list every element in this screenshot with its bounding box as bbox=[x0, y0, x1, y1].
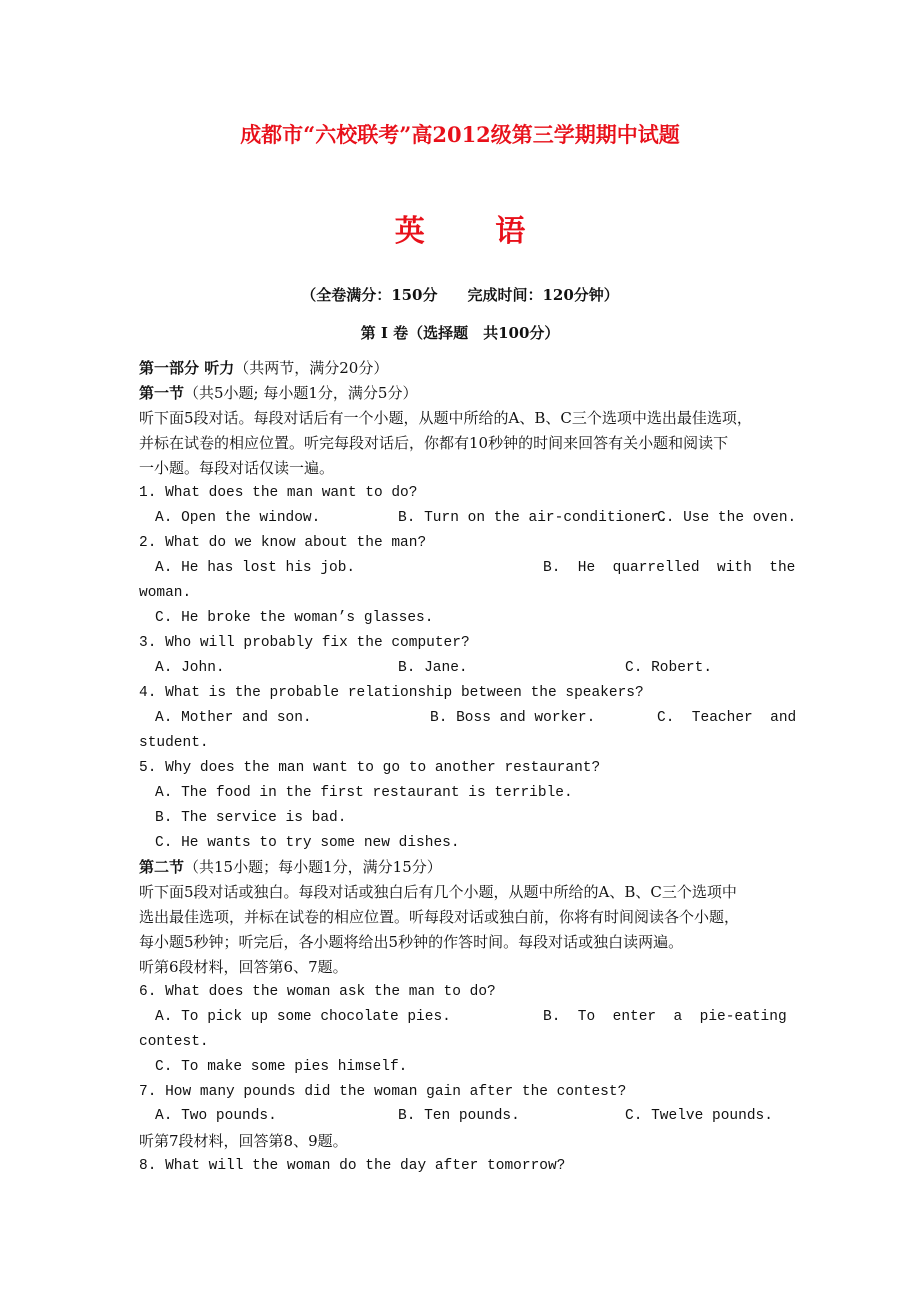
question-2-stem: 2. What do we know about the man? bbox=[139, 535, 427, 551]
question-5-option-a: A. The food in the first restaurant is terrible. bbox=[155, 785, 573, 801]
question-2-option-c: C. He broke the woman’s glasses. bbox=[155, 610, 434, 626]
question-7-option-a: A. Two pounds. bbox=[155, 1108, 277, 1124]
question-3-option-b: B. Jane. bbox=[398, 660, 468, 676]
section2-instruction: 听下面5段对话或独白。每段对话或独白后有几个小题，从题中所给的A、B、C三个选项中 bbox=[139, 883, 737, 901]
question-1-option-a: A. Open the window. bbox=[155, 510, 321, 526]
material-7-heading: 听第7段材料，回答第8、9题。 bbox=[139, 1132, 348, 1150]
subject-title: 英 语 bbox=[394, 214, 556, 249]
question-3-option-a: A. John. bbox=[155, 660, 225, 676]
question-5-stem: 5. Why does the man want to go to another restaurant? bbox=[139, 760, 601, 776]
question-6-option-c: C. To make some pies himself. bbox=[155, 1059, 408, 1075]
section2-heading-detail: （共15小题；每小题1分，满分15分） bbox=[184, 858, 442, 876]
question-1-stem: 1. What does the man want to do? bbox=[139, 485, 418, 501]
question-6-option-a: A. To pick up some chocolate pies. bbox=[155, 1009, 451, 1025]
question-4-stem: 4. What is the probable relationship between the speakers? bbox=[139, 685, 644, 701]
question-1-option-b: B. Turn on the air-conditioner. bbox=[398, 510, 668, 526]
question-7-stem: 7. How many pounds did the woman gain after the contest? bbox=[139, 1084, 627, 1100]
question-4-option-c: C. Teacher and bbox=[657, 710, 797, 726]
material-6-heading: 听第6段材料，回答第6、7题。 bbox=[139, 958, 348, 976]
question-5-option-c: C. He wants to try some new dishes. bbox=[155, 835, 460, 851]
question-4-option-a: A. Mother and son. bbox=[155, 710, 312, 726]
section1-instruction: 并标在试卷的相应位置。听完每段对话后，你都有10秒钟的时间来回答有关小题和阅读下 bbox=[139, 434, 729, 452]
question-8-stem: 8. What will the woman do the day after tomorrow? bbox=[139, 1158, 566, 1174]
score-info: （全卷满分：150分 完成时间：120分钟） bbox=[301, 286, 619, 304]
exam-title: 成都市“六校联考”高2012级第三学期期中试题 bbox=[240, 122, 680, 147]
section2-instruction: 每小题5秒钟；听完后，各小题将给出5秒钟的作答时间。每段对话或独白读两遍。 bbox=[139, 933, 684, 951]
question-6-option-b: B. To enter a pie-eating bbox=[543, 1009, 787, 1025]
section1-instruction: 一小题。每段对话仅读一遍。 bbox=[139, 459, 335, 477]
volume-heading: 第 Ⅰ 卷（选择题 共100分） bbox=[360, 324, 560, 342]
part1-heading-label: 第一部分 听力 bbox=[139, 359, 235, 377]
part1-heading bbox=[139, 358, 388, 378]
question-1-option-c: C. Use the oven. bbox=[657, 510, 797, 526]
section2-heading bbox=[139, 857, 442, 877]
section2-heading-label: 第二节 bbox=[139, 858, 185, 876]
question-7-option-c: C. Twelve pounds. bbox=[625, 1108, 773, 1124]
question-4-option-c-continued: student. bbox=[139, 735, 209, 751]
section1-heading-label: 第一节 bbox=[139, 384, 185, 402]
question-2-option-b: B. He quarrelled with the bbox=[543, 560, 796, 576]
section1-heading bbox=[139, 383, 417, 403]
question-7-option-b: B. Ten pounds. bbox=[398, 1108, 520, 1124]
question-2-option-a: A. He has lost his job. bbox=[155, 560, 356, 576]
question-6-stem: 6. What does the woman ask the man to do? bbox=[139, 984, 496, 1000]
question-5-option-b: B. The service is bad. bbox=[155, 810, 347, 826]
section1-instruction: 听下面5段对话。每段对话后有一个小题，从题中所给的A、B、C三个选项中选出最佳选项， bbox=[139, 409, 752, 427]
section2-instruction: 选出最佳选项，并标在试卷的相应位置。听每段对话或独白前，你将有时间阅读各个小题， bbox=[139, 908, 740, 926]
question-4-option-b: B. Boss and worker. bbox=[430, 710, 596, 726]
question-3-option-c: C. Robert. bbox=[625, 660, 713, 676]
question-2-option-b-continued: woman. bbox=[139, 585, 192, 601]
question-3-stem: 3. Who will probably fix the computer? bbox=[139, 635, 470, 651]
section1-heading-detail: （共5小题; 每小题1分，满分5分） bbox=[184, 384, 418, 402]
part1-heading-detail: （共两节，满分20分） bbox=[234, 359, 389, 377]
question-6-option-b-continued: contest. bbox=[139, 1034, 209, 1050]
